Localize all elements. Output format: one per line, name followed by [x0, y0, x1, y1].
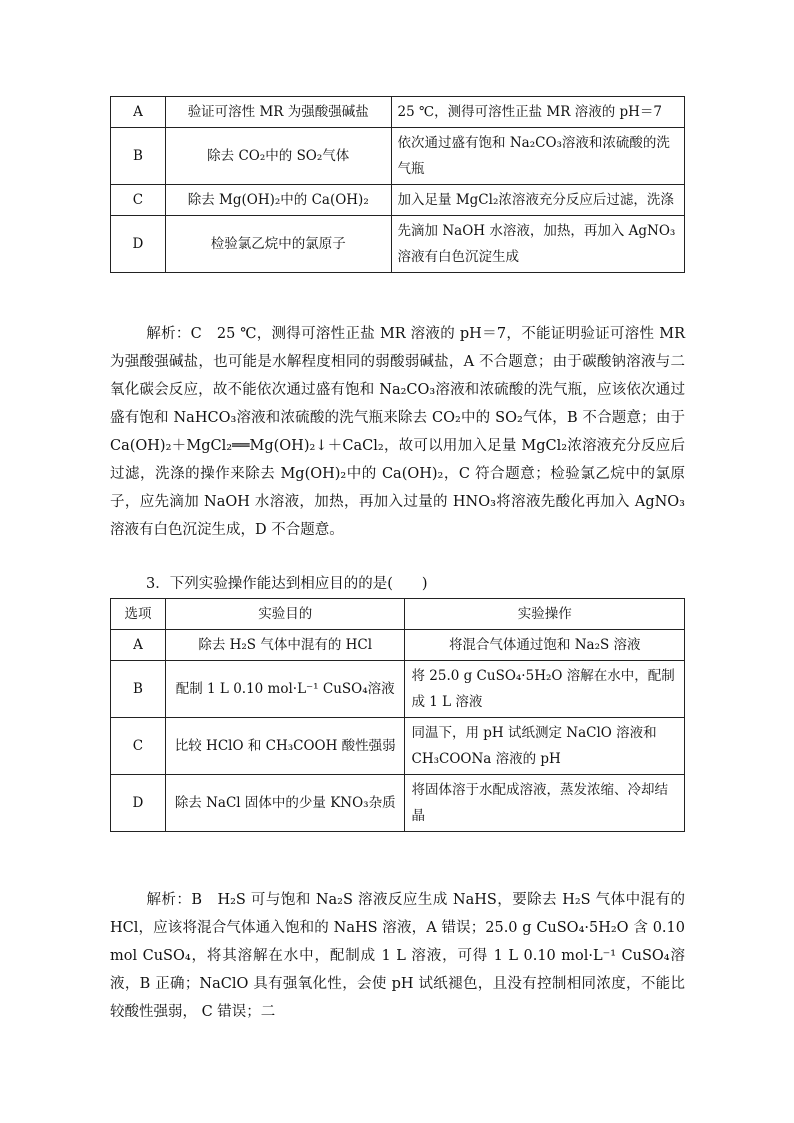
option-cell: C: [111, 185, 166, 216]
previous-question-table: [110, 96, 685, 273]
operation-cell: 同温下，用 pH 试纸测定 NaClO 溶液和 CH₃COONa 溶液的 pH: [405, 718, 685, 775]
table-row: [111, 185, 685, 216]
option-cell: C: [111, 718, 166, 775]
table-row: [111, 97, 685, 128]
table-row: [111, 718, 685, 775]
goal-cell: 除去 Mg(OH)₂中的 Ca(OH)₂: [165, 185, 391, 216]
table-row: [111, 661, 685, 718]
analysis-paragraph: [110, 886, 685, 1026]
option-cell: B: [111, 661, 166, 718]
operation-cell: 25 ℃，测得可溶性正盐 MR 溶液的 pH＝7: [391, 97, 684, 128]
operation-cell: 先滴加 NaOH 水溶液，加热，再加入 AgNO₃溶液有白色沉淀生成: [391, 216, 684, 273]
table-row: [111, 216, 685, 273]
goal-cell: 检验氯乙烷中的氯原子: [165, 216, 391, 273]
question-3-table: [110, 598, 685, 832]
question-title: 3．下列实验操作能达到相应目的的是( ): [146, 576, 428, 592]
analysis-paragraph: [110, 320, 685, 544]
goal-cell: 除去 H₂S 气体中混有的 HCl: [165, 630, 405, 661]
operation-cell: 将混合气体通过饱和 Na₂S 溶液: [405, 630, 685, 661]
goal-cell: 除去 CO₂中的 SO₂气体: [165, 128, 391, 185]
goal-cell: 配制 1 L 0.10 mol·L⁻¹ CuSO₄溶液: [165, 661, 405, 718]
goal-cell: 比较 HClO 和 CH₃COOH 酸性强弱: [165, 718, 405, 775]
option-cell: A: [111, 97, 166, 128]
table-header-row: [111, 599, 685, 630]
operation-cell: 将 25.0 g CuSO₄·5H₂O 溶解在水中，配制成 1 L 溶液: [405, 661, 685, 718]
operation-cell: 依次通过盛有饱和 Na₂CO₃溶液和浓硫酸的洗气瓶: [391, 128, 684, 185]
header-operation: 实验操作: [405, 599, 685, 630]
analysis-text: 解析：C 25 ℃，测得可溶性正盐 MR 溶液的 pH＝7，不能证明验证可溶性 MR 为强酸强碱盐，也可能是水解程度相同的弱酸弱碱盐，A 不合题意；由于碳酸钠溶液与二氧化碳会反应，故不能依次通过盛有饱和 Na₂CO₃溶液和浓硫酸的洗气瓶，应该依次通过盛有饱和 NaHCO₃溶液和浓硫酸的洗气瓶来除去 CO₂中的 SO₂气体，B 不合题意；由于 Ca(OH)₂＋MgCl₂══Mg(OH)₂↓＋CaCl₂，故可以用加入足量 MgCl₂浓溶液充分反应后过滤，洗涤的操作来除去 Mg(OH)₂中的 Ca(OH)₂，C 符合题意；检验氯乙烷中的氯原子，应先滴加 NaOH 水溶液，加热，再加入过量的 HNO₃将溶液先酸化再加入 AgNO₃溶液有白色沉淀生成，D 不合题意。: [110, 326, 685, 538]
header-goal: 实验目的: [165, 599, 405, 630]
goal-cell: 验证可溶性 MR 为强酸强碱盐: [165, 97, 391, 128]
header-option: 选项: [111, 599, 166, 630]
option-cell: A: [111, 630, 166, 661]
goal-cell: 除去 NaCl 固体中的少量 KNO₃杂质: [165, 775, 405, 832]
operation-cell: 将固体溶于水配成溶液，蒸发浓缩、冷却结晶: [405, 775, 685, 832]
table-row: [111, 775, 685, 832]
analysis-text: 解析：B H₂S 可与饱和 Na₂S 溶液反应生成 NaHS，要除去 H₂S 气体中混有的 HCl，应该将混合气体通入饱和的 NaHS 溶液，A 错误；25.0 g CuSO₄·5H₂O 含 0.10 mol CuSO₄，将其溶解在水中，配制成 1 L 溶液，可得 1 L 0.10 mol·L⁻¹ CuSO₄溶液，B 正确；NaClO 具有强氧化性，会使 pH 试纸褪色，且没有控制相同浓度，不能比较酸性强弱， C 错误；二: [110, 892, 685, 1020]
option-cell: B: [111, 128, 166, 185]
table-row: [111, 630, 685, 661]
table-row: [111, 128, 685, 185]
option-cell: D: [111, 775, 166, 832]
option-cell: D: [111, 216, 166, 273]
operation-cell: 加入足量 MgCl₂浓溶液充分反应后过滤，洗涤: [391, 185, 684, 216]
